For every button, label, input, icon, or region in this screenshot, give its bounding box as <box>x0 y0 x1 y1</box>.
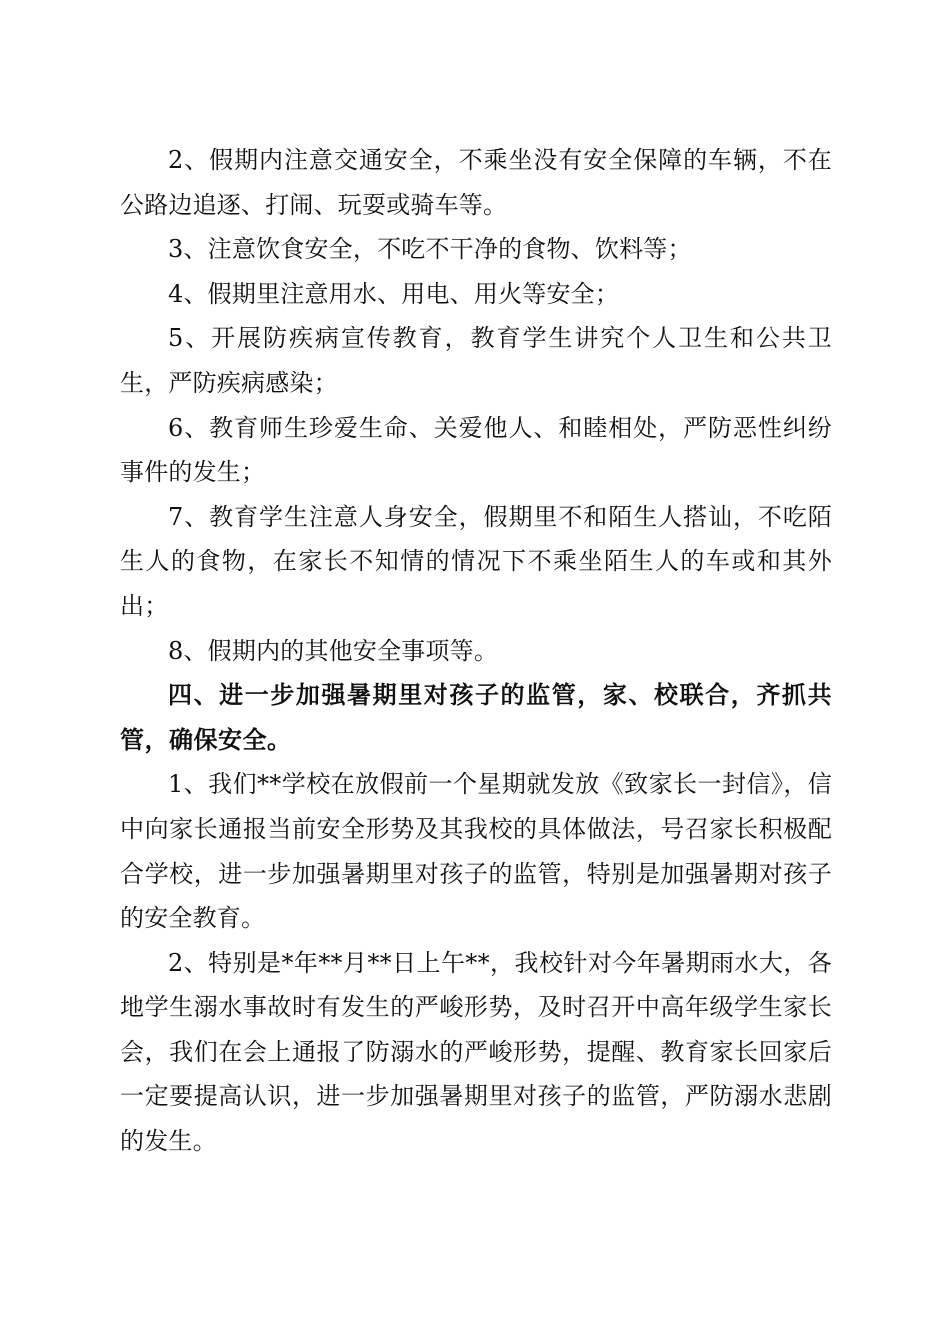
paragraph-item-3: 3、注意饮食安全，不吃不干净的食物、饮料等； <box>168 235 692 264</box>
paragraph-letter-to-parents: 1、我们**学校在放假前一个星期就发放《致家长一封信》，信中向家长通报当前安全形势及其我校的具体做法，号召家长积极配合学校，进一步加强暑期里对孩子的监管，特别是加强暑期对孩子的安全教育。 <box>120 770 832 933</box>
paragraph-item-4: 4、假期里注意用水、用电、用火等安全； <box>168 279 620 308</box>
document-body <box>120 138 832 1164</box>
paragraph-item-5: 5、开展防疾病宣传教育，教育学生讲究个人卫生和公共卫生，严防疾病感染； <box>120 324 832 397</box>
paragraph-parent-meeting: 2、特别是*年**月**日上午**，我校针对今年暑期雨水大，各地学生溺水事故时有发生的严峻形势，及时召开中高年级学生家长会，我们在会上通报了防溺水的严峻形势，提醒、教育家长回家后一定要提高认识，进一步加强暑期里对孩子的监管，严防溺水悲剧的发生。 <box>120 948 832 1156</box>
paragraph-item-8: 8、假期内的其他安全事项等。 <box>168 636 499 665</box>
paragraph-item-2: 2、假期内注意交通安全，不乘坐没有安全保障的车辆，不在公路边追逐、打闹、玩耍或骑车等。 <box>120 146 832 219</box>
paragraph-item-6: 6、教育师生珍爱生命、关爱他人、和睦相处，严防恶性纠纷事件的发生； <box>120 413 832 487</box>
paragraph-item-7: 7、教育学生注意人身安全，假期里不和陌生人搭讪，不吃陌生人的食物，在家长不知情的情况下不乘坐陌生人的车或和其外出； <box>120 502 832 620</box>
section-heading: 四、进一步加强暑期里对孩子的监管，家、校联合，齐抓共管，确保安全。 <box>120 681 832 754</box>
